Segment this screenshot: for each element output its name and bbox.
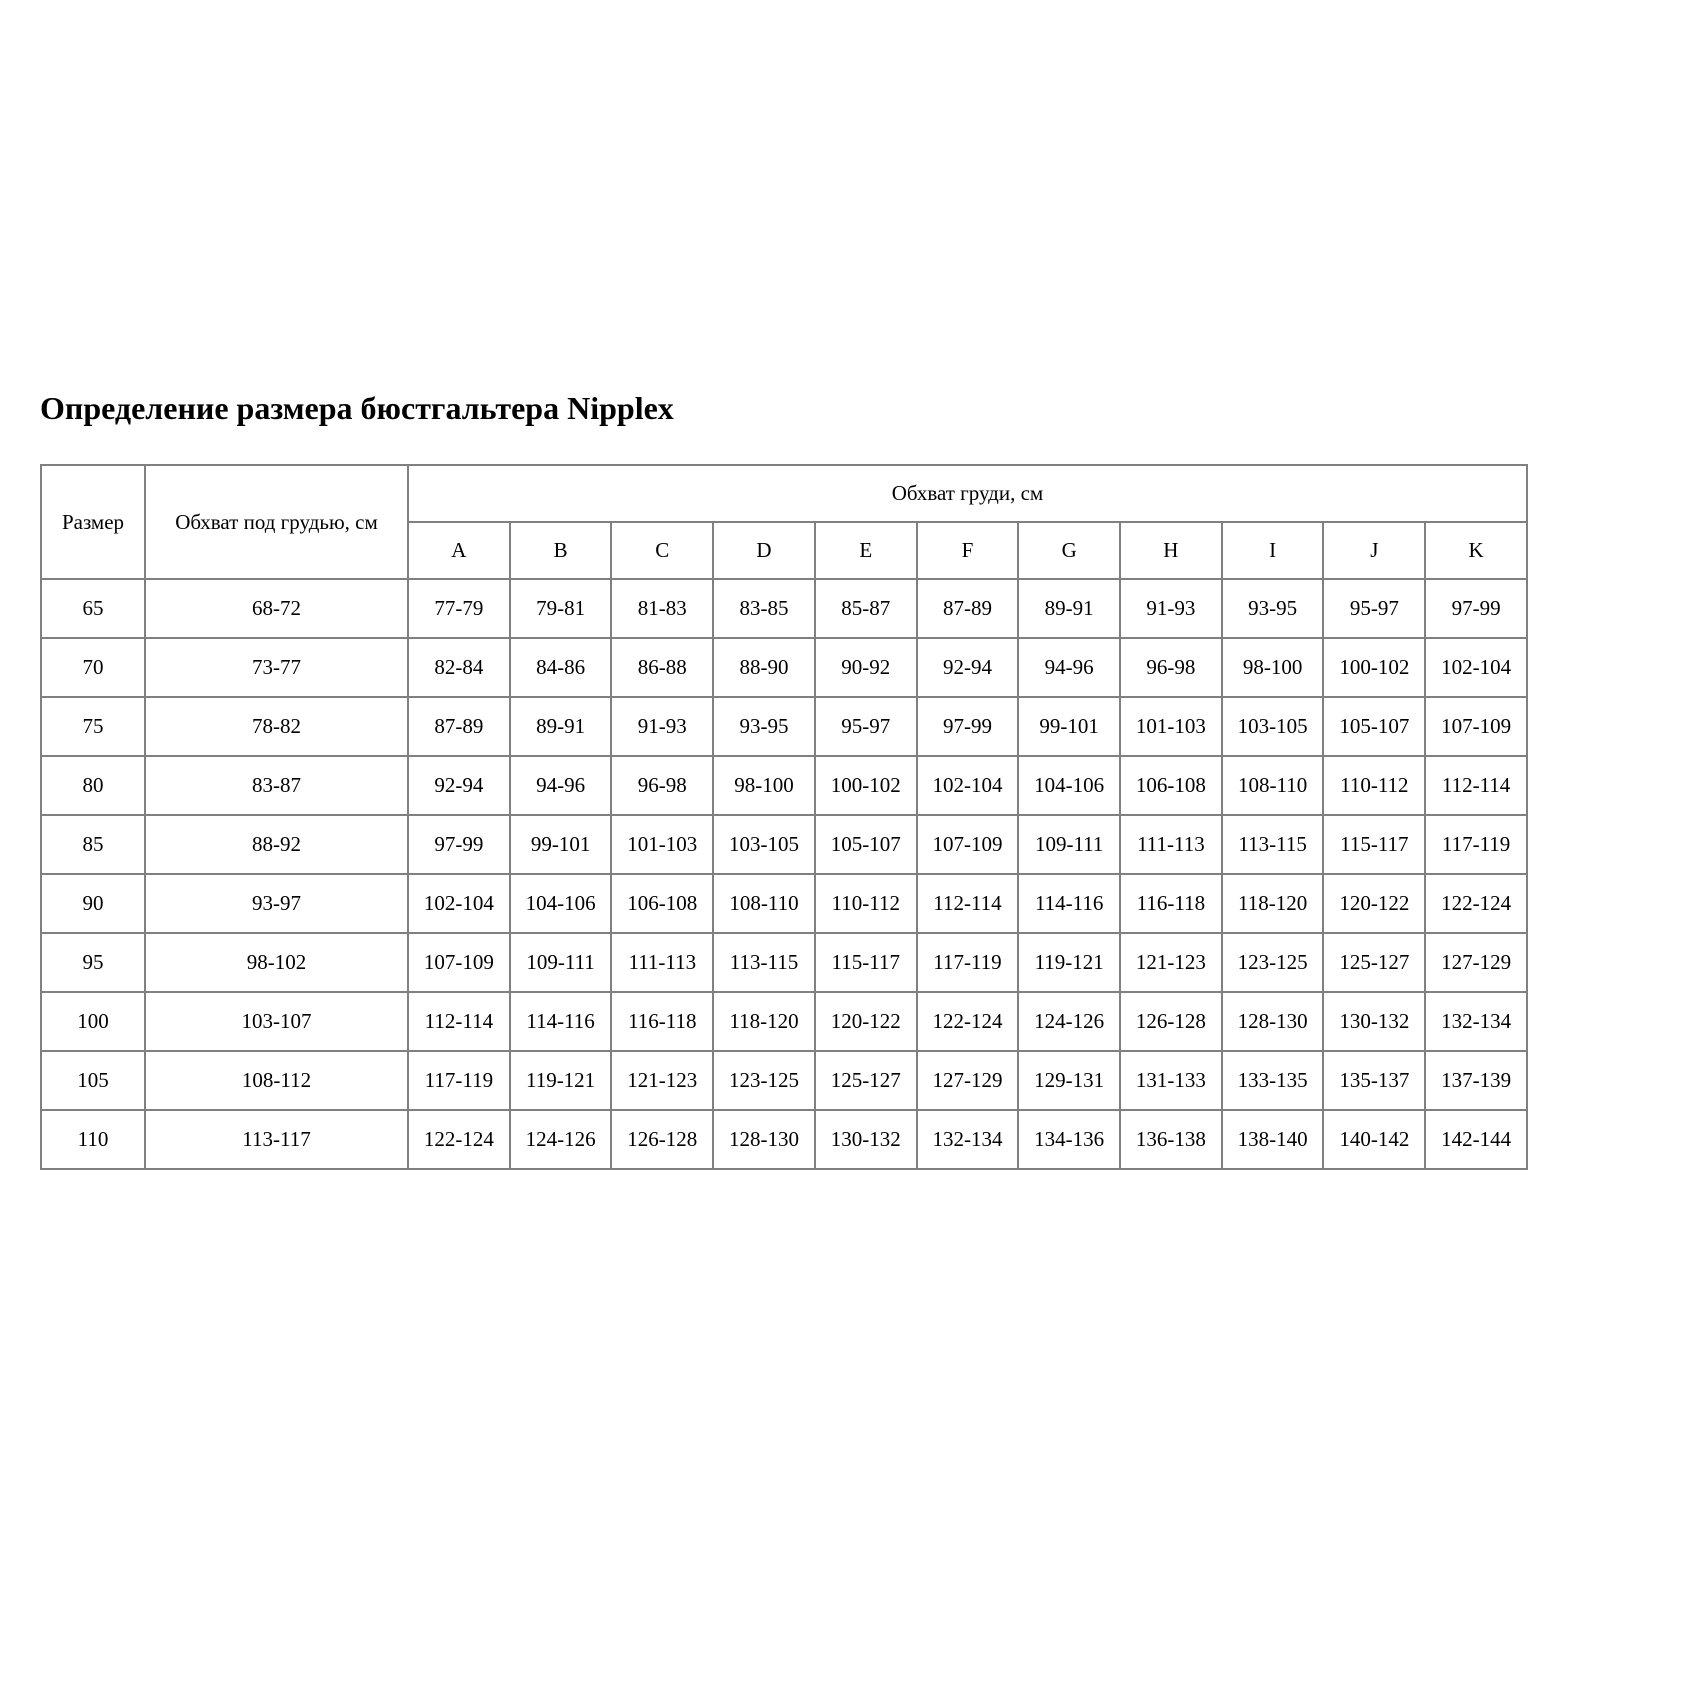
table-row (41, 756, 1527, 815)
bust-range-cell: 109-111 (1018, 815, 1120, 874)
bust-range-cell: 84-86 (510, 638, 612, 697)
table-row (41, 697, 1527, 756)
table-row (41, 1110, 1527, 1169)
bust-range-cell: 94-96 (510, 756, 612, 815)
bust-range-cell: 122-124 (917, 992, 1019, 1051)
bust-range-cell: 111-113 (611, 933, 713, 992)
bust-range-cell: 113-115 (1222, 815, 1324, 874)
bust-range-cell: 110-112 (1323, 756, 1425, 815)
cup-column-header-k: K (1425, 522, 1527, 579)
underbust-cell: 68-72 (145, 579, 408, 638)
bust-range-cell: 140-142 (1323, 1110, 1425, 1169)
bust-range-cell: 112-114 (408, 992, 510, 1051)
bust-range-cell: 99-101 (510, 815, 612, 874)
bust-range-cell: 79-81 (510, 579, 612, 638)
table-body (41, 579, 1527, 1169)
bust-range-cell: 112-114 (1425, 756, 1527, 815)
bust-range-cell: 124-126 (1018, 992, 1120, 1051)
bust-range-cell: 125-127 (1323, 933, 1425, 992)
bust-range-cell: 101-103 (1120, 697, 1222, 756)
bust-range-cell: 114-116 (510, 992, 612, 1051)
bust-range-cell: 99-101 (1018, 697, 1120, 756)
bust-range-cell: 107-109 (1425, 697, 1527, 756)
bust-range-cell: 124-126 (510, 1110, 612, 1169)
size-column-header: Размер (41, 465, 145, 579)
bust-range-cell: 92-94 (917, 638, 1019, 697)
bust-range-cell: 115-117 (815, 933, 917, 992)
page-title: Определение размера бюстгальтера Nipplex (40, 390, 674, 426)
underbust-cell: 88-92 (145, 815, 408, 874)
bust-range-cell: 107-109 (917, 815, 1019, 874)
bust-range-cell: 109-111 (510, 933, 612, 992)
bust-range-cell: 130-132 (1323, 992, 1425, 1051)
bust-range-cell: 123-125 (1222, 933, 1324, 992)
bust-range-cell: 135-137 (1323, 1051, 1425, 1110)
bust-range-cell: 98-100 (713, 756, 815, 815)
bust-group-header: Обхват груди, см (408, 465, 1527, 522)
bust-range-cell: 119-121 (510, 1051, 612, 1110)
bust-range-cell: 113-115 (713, 933, 815, 992)
bust-range-cell: 123-125 (713, 1051, 815, 1110)
bust-range-cell: 136-138 (1120, 1110, 1222, 1169)
underbust-cell: 103-107 (145, 992, 408, 1051)
bust-range-cell: 103-105 (713, 815, 815, 874)
size-cell: 70 (41, 638, 145, 697)
bust-range-cell: 94-96 (1018, 638, 1120, 697)
bust-range-cell: 126-128 (1120, 992, 1222, 1051)
size-cell: 90 (41, 874, 145, 933)
bust-range-cell: 98-100 (1222, 638, 1324, 697)
bust-range-cell: 114-116 (1018, 874, 1120, 933)
bust-range-cell: 93-95 (1222, 579, 1324, 638)
bust-range-cell: 116-118 (1120, 874, 1222, 933)
size-cell: 80 (41, 756, 145, 815)
bust-range-cell: 97-99 (1425, 579, 1527, 638)
cup-column-header-f: F (917, 522, 1019, 579)
bust-range-cell: 138-140 (1222, 1110, 1324, 1169)
bust-range-cell: 108-110 (1222, 756, 1324, 815)
bust-range-cell: 127-129 (917, 1051, 1019, 1110)
bust-range-cell: 108-110 (713, 874, 815, 933)
bust-range-cell: 133-135 (1222, 1051, 1324, 1110)
bust-range-cell: 95-97 (1323, 579, 1425, 638)
size-cell: 85 (41, 815, 145, 874)
bust-range-cell: 117-119 (917, 933, 1019, 992)
bust-range-cell: 118-120 (1222, 874, 1324, 933)
bust-range-cell: 116-118 (611, 992, 713, 1051)
size-cell: 105 (41, 1051, 145, 1110)
underbust-cell: 98-102 (145, 933, 408, 992)
underbust-cell: 108-112 (145, 1051, 408, 1110)
bust-range-cell: 104-106 (1018, 756, 1120, 815)
cup-column-header-h: H (1120, 522, 1222, 579)
bust-range-cell: 91-93 (611, 697, 713, 756)
table-header (41, 465, 1527, 579)
underbust-cell: 93-97 (145, 874, 408, 933)
bust-range-cell: 93-95 (713, 697, 815, 756)
bust-range-cell: 128-130 (713, 1110, 815, 1169)
bust-range-cell: 89-91 (510, 697, 612, 756)
bust-range-cell: 120-122 (815, 992, 917, 1051)
table-row (41, 1051, 1527, 1110)
cup-column-header-b: B (510, 522, 612, 579)
cup-column-header-e: E (815, 522, 917, 579)
bust-range-cell: 122-124 (1425, 874, 1527, 933)
bust-range-cell: 85-87 (815, 579, 917, 638)
underbust-cell: 78-82 (145, 697, 408, 756)
bust-range-cell: 107-109 (408, 933, 510, 992)
bust-range-cell: 120-122 (1323, 874, 1425, 933)
bust-range-cell: 95-97 (815, 697, 917, 756)
bust-range-cell: 103-105 (1222, 697, 1324, 756)
bust-range-cell: 132-134 (1425, 992, 1527, 1051)
bust-range-cell: 101-103 (611, 815, 713, 874)
bust-range-cell: 112-114 (917, 874, 1019, 933)
bust-range-cell: 102-104 (1425, 638, 1527, 697)
bust-range-cell: 87-89 (917, 579, 1019, 638)
bust-range-cell: 86-88 (611, 638, 713, 697)
bust-range-cell: 105-107 (815, 815, 917, 874)
table-row (41, 815, 1527, 874)
size-cell: 110 (41, 1110, 145, 1169)
bust-range-cell: 119-121 (1018, 933, 1120, 992)
bust-range-cell: 126-128 (611, 1110, 713, 1169)
bust-range-cell: 96-98 (611, 756, 713, 815)
cup-column-header-a: A (408, 522, 510, 579)
bust-range-cell: 77-79 (408, 579, 510, 638)
bust-range-cell: 88-90 (713, 638, 815, 697)
bust-range-cell: 118-120 (713, 992, 815, 1051)
header-row-groups (41, 465, 1527, 522)
bust-range-cell: 96-98 (1120, 638, 1222, 697)
bust-range-cell: 125-127 (815, 1051, 917, 1110)
bust-range-cell: 100-102 (1323, 638, 1425, 697)
bust-range-cell: 100-102 (815, 756, 917, 815)
underbust-column-header: Обхват под грудью, см (145, 465, 408, 579)
bust-range-cell: 134-136 (1018, 1110, 1120, 1169)
bust-range-cell: 121-123 (611, 1051, 713, 1110)
underbust-cell: 73-77 (145, 638, 408, 697)
bust-range-cell: 131-133 (1120, 1051, 1222, 1110)
bust-range-cell: 121-123 (1120, 933, 1222, 992)
table-row (41, 933, 1527, 992)
cup-column-header-i: I (1222, 522, 1324, 579)
bust-range-cell: 129-131 (1018, 1051, 1120, 1110)
size-cell: 75 (41, 697, 145, 756)
bust-range-cell: 102-104 (917, 756, 1019, 815)
size-cell: 65 (41, 579, 145, 638)
cup-column-header-g: G (1018, 522, 1120, 579)
bust-range-cell: 97-99 (408, 815, 510, 874)
bust-range-cell: 132-134 (917, 1110, 1019, 1169)
bust-range-cell: 104-106 (510, 874, 612, 933)
bust-range-cell: 81-83 (611, 579, 713, 638)
bust-range-cell: 110-112 (815, 874, 917, 933)
bust-range-cell: 92-94 (408, 756, 510, 815)
bust-range-cell: 90-92 (815, 638, 917, 697)
bust-range-cell: 106-108 (1120, 756, 1222, 815)
bust-range-cell: 122-124 (408, 1110, 510, 1169)
bust-range-cell: 142-144 (1425, 1110, 1527, 1169)
bust-range-cell: 117-119 (408, 1051, 510, 1110)
cup-column-header-j: J (1323, 522, 1425, 579)
table-row (41, 874, 1527, 933)
bust-range-cell: 102-104 (408, 874, 510, 933)
bust-range-cell: 105-107 (1323, 697, 1425, 756)
bust-range-cell: 111-113 (1120, 815, 1222, 874)
size-cell: 100 (41, 992, 145, 1051)
bust-range-cell: 97-99 (917, 697, 1019, 756)
underbust-cell: 113-117 (145, 1110, 408, 1169)
bust-range-cell: 83-85 (713, 579, 815, 638)
size-cell: 95 (41, 933, 145, 992)
cup-column-header-c: C (611, 522, 713, 579)
bra-size-table (40, 464, 1528, 1170)
table-row (41, 992, 1527, 1051)
bust-range-cell: 127-129 (1425, 933, 1527, 992)
bust-range-cell: 87-89 (408, 697, 510, 756)
underbust-cell: 83-87 (145, 756, 408, 815)
cup-column-header-d: D (713, 522, 815, 579)
bust-range-cell: 82-84 (408, 638, 510, 697)
bust-range-cell: 106-108 (611, 874, 713, 933)
bust-range-cell: 115-117 (1323, 815, 1425, 874)
bust-range-cell: 137-139 (1425, 1051, 1527, 1110)
bust-range-cell: 91-93 (1120, 579, 1222, 638)
bust-range-cell: 130-132 (815, 1110, 917, 1169)
table-row (41, 579, 1527, 638)
table-row (41, 638, 1527, 697)
bust-range-cell: 128-130 (1222, 992, 1324, 1051)
bust-range-cell: 89-91 (1018, 579, 1120, 638)
bust-range-cell: 117-119 (1425, 815, 1527, 874)
